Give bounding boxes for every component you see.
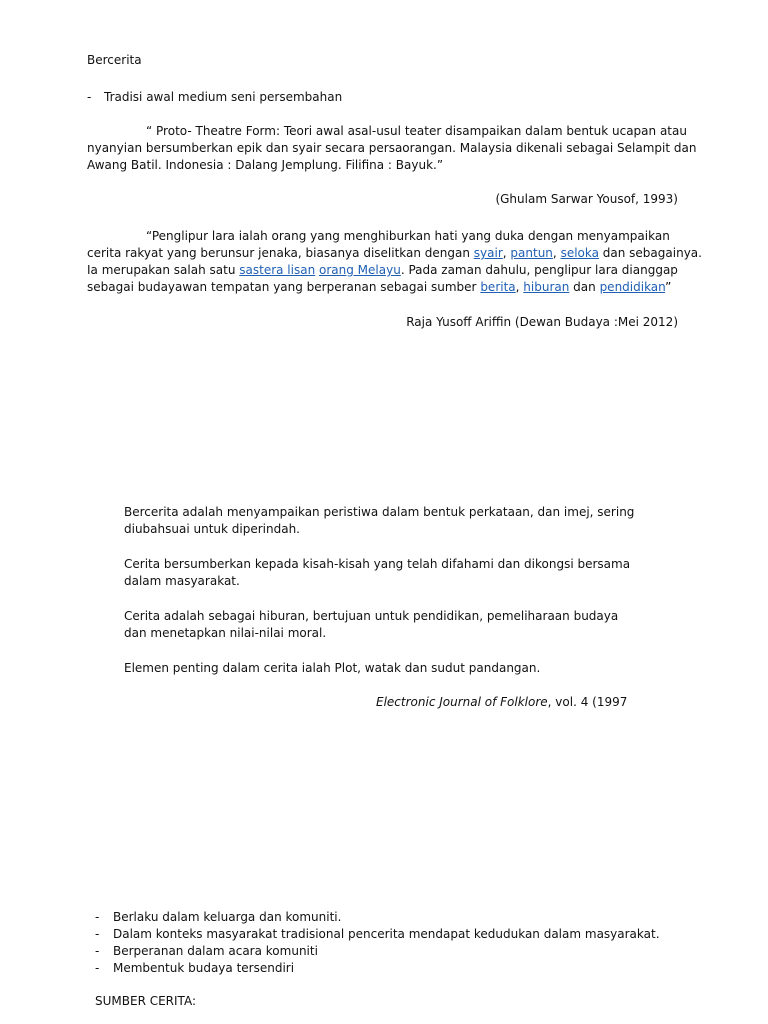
bullet-text: Tradisi awal medium seni persembahan — [104, 90, 343, 104]
definition-line: dalam masyarakat. — [124, 574, 240, 588]
definition-line: Cerita adalah sebagai hiburan, bertujuan untuk pendidikan, pemeliharaan budaya — [124, 609, 619, 623]
separator: , — [552, 246, 561, 260]
citation-volume: , vol. 4 (1997 — [547, 695, 628, 709]
quote2-text: Ia merupakan salah satu — [87, 263, 240, 277]
list-item: Dalam konteks masyarakat tradisional pencerita mendapat kedudukan dalam masyarakat. — [113, 927, 660, 941]
list-dash: - — [95, 961, 100, 975]
quote1-line: nyanyian bersumberkan epik dan syair secara persaorangan. Malaysia dikenali sebagai Selampit dan — [87, 141, 697, 155]
link-pendidikan[interactable]: pendidikan — [599, 280, 666, 294]
quote2-text: sebagai budayawan tempatan yang berperanan sebagai sumber — [87, 280, 481, 294]
separator: , — [515, 280, 524, 294]
document-heading: Bercerita — [87, 53, 142, 67]
link-sastera-lisan[interactable]: sastera lisan — [239, 263, 316, 277]
quote2-line: “Penglipur lara ialah orang yang menghiburkan hati yang duka dengan menyampaikan — [146, 229, 670, 243]
quote2-text: dan sebagainya. — [598, 246, 702, 260]
quote2-text: cerita rakyat yang berunsur jenaka, biasanya diselitkan dengan — [87, 246, 474, 260]
sumber-heading: SUMBER CERITA: — [95, 994, 196, 1008]
citation-journal: Electronic Journal of Folklore — [376, 695, 548, 709]
list-item: Berlaku dalam keluarga dan komuniti. — [113, 910, 342, 924]
link-pantun[interactable]: pantun — [510, 246, 553, 260]
quote1-line: “ Proto- Theatre Form: Teori awal asal-usul teater disampaikan dalam bentuk ucapan atau — [146, 124, 687, 138]
link-berita[interactable]: berita — [480, 280, 516, 294]
quote2-text: . Pada zaman dahulu, penglipur lara dianggap — [400, 263, 678, 277]
link-hiburan[interactable]: hiburan — [523, 280, 570, 294]
quote1-citation: (Ghulam Sarwar Yousof, 1993) — [495, 192, 678, 206]
quote1-line: Awang Batil. Indonesia : Dalang Jemplung. Filifina : Bayuk.” — [87, 158, 444, 172]
list-item: Membentuk budaya tersendiri — [113, 961, 295, 975]
list-item: Berperanan dalam acara komuniti — [113, 944, 318, 958]
quote2-text: ” — [665, 280, 672, 294]
definition-line: Elemen penting dalam cerita ialah Plot, watak dan sudut pandangan. — [124, 661, 541, 675]
list-dash: - — [95, 927, 100, 941]
quote2-line — [87, 279, 671, 296]
definition-line: dan menetapkan nilai-nilai moral. — [124, 626, 327, 640]
link-syair[interactable]: syair — [473, 246, 503, 260]
link-seloka[interactable]: seloka — [560, 246, 599, 260]
definition-line: Cerita bersumberkan kepada kisah-kisah yang telah difahami dan dikongsi bersama — [124, 557, 631, 571]
quote2-line — [87, 262, 678, 279]
list-dash: - — [95, 944, 100, 958]
definition-line: diubahsuai untuk diperindah. — [124, 522, 300, 536]
separator: dan — [569, 280, 600, 294]
separator: , — [502, 246, 511, 260]
link-orang-melayu[interactable]: orang Melayu — [319, 263, 401, 277]
quote2-citation: Raja Yusoff Ariffin (Dewan Budaya :Mei 2012) — [406, 315, 678, 329]
quote2-line — [87, 245, 702, 262]
bullet-dash: - — [87, 90, 92, 104]
definition-line: Bercerita adalah menyampaikan peristiwa dalam bentuk perkataan, dan imej, sering — [124, 505, 635, 519]
list-dash: - — [95, 910, 100, 924]
definitions-citation — [376, 694, 627, 711]
